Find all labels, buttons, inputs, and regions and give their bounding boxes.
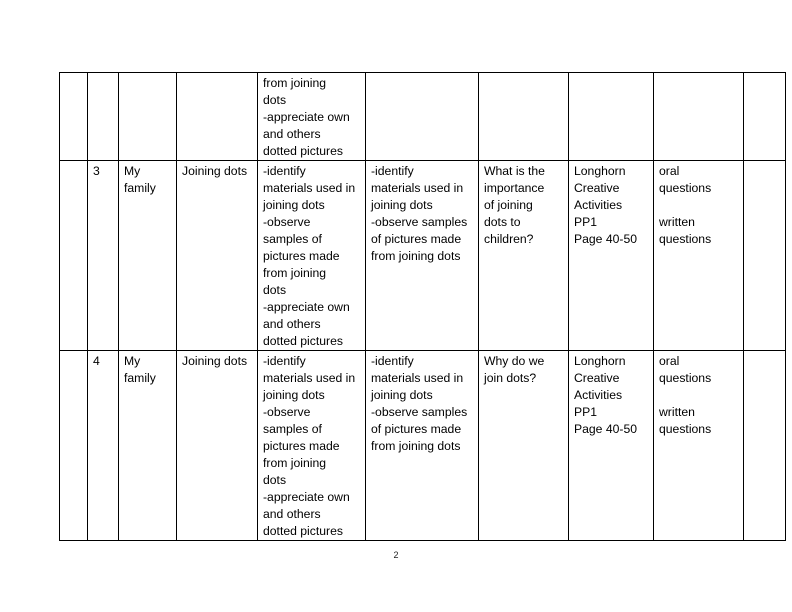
cell-strand: My family xyxy=(119,161,177,351)
cell-lesson: 4 xyxy=(88,351,119,541)
cell-resources: Longhorn Creative Activities PP1 Page 40-50 xyxy=(569,351,654,541)
cell-week xyxy=(60,73,88,161)
cell-resources xyxy=(569,73,654,161)
cell-learning-outcomes: -identify materials used in joining dots -observe samples of pictures made from joining dots -appreciate own and others dotted pictures xyxy=(258,161,366,351)
cell-key-inquiry-question xyxy=(479,73,569,161)
cell-sub-strand xyxy=(177,73,258,161)
page-number: 2 xyxy=(393,550,399,560)
cell-sub-strand: Joining dots xyxy=(177,161,258,351)
cell-lesson xyxy=(88,73,119,161)
table-row xyxy=(60,161,786,351)
cell-key-inquiry-question: What is the importance of joining dots to children? xyxy=(479,161,569,351)
cell-assessment: oral questions written questions xyxy=(654,161,744,351)
cell-assessment: oral questions written questions xyxy=(654,351,744,541)
cell-remarks xyxy=(744,73,786,161)
cell-learning-outcomes: -identify materials used in joining dots -observe samples of pictures made from joining dots -appreciate own and others dotted pictures xyxy=(258,351,366,541)
table-row xyxy=(60,351,786,541)
cell-lesson: 3 xyxy=(88,161,119,351)
cell-learning-experiences: -identify materials used in joining dots -observe samples of pictures made from joining dots xyxy=(366,161,479,351)
cell-remarks xyxy=(744,161,786,351)
cell-assessment xyxy=(654,73,744,161)
cell-week xyxy=(60,161,88,351)
table-row xyxy=(60,73,786,161)
cell-key-inquiry-question: Why do we join dots? xyxy=(479,351,569,541)
cell-strand: My family xyxy=(119,351,177,541)
cell-strand xyxy=(119,73,177,161)
cell-remarks xyxy=(744,351,786,541)
cell-resources: Longhorn Creative Activities PP1 Page 40-50 xyxy=(569,161,654,351)
cell-learning-experiences: -identify materials used in joining dots -observe samples of pictures made from joining dots xyxy=(366,351,479,541)
cell-sub-strand: Joining dots xyxy=(177,351,258,541)
scheme-of-work-table xyxy=(59,72,786,541)
cell-learning-outcomes: from joining dots -appreciate own and others dotted pictures xyxy=(258,73,366,161)
cell-learning-experiences xyxy=(366,73,479,161)
cell-week xyxy=(60,351,88,541)
